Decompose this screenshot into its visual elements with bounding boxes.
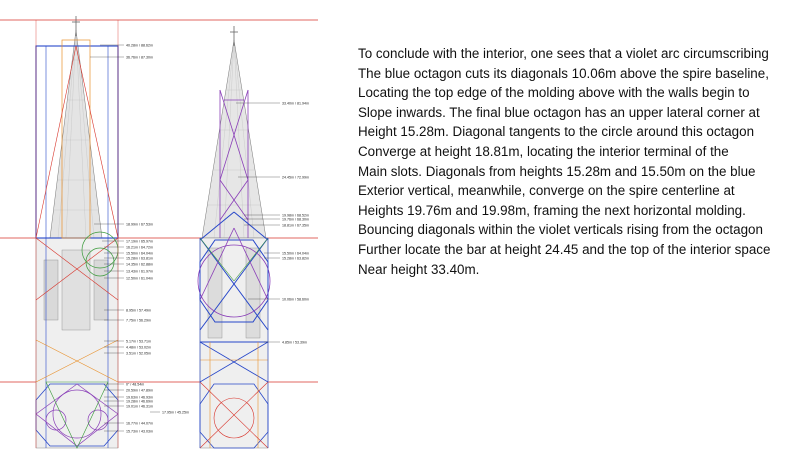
- caption-line: The blue octagon cuts its diagonals 10.06m above the spire baseline,: [358, 65, 769, 81]
- left-label: 12.50m / 61.04m: [126, 276, 153, 281]
- left-label: 40.28m / 88.62m: [126, 43, 153, 48]
- caption-line: Slope inwards. The final blue octagon has an upper lateral corner at: [358, 104, 760, 120]
- caption-text: [358, 44, 794, 279]
- left-label: 16.77m / 44.07m: [126, 421, 153, 426]
- left-label: 3.51m / 52.05m: [126, 351, 151, 356]
- left-label: 13.43m / 61.97m: [126, 269, 153, 274]
- left-label: 17.95m / 45.25m: [162, 410, 189, 415]
- left-label: 15.28m / 63.81m: [126, 256, 153, 261]
- left-label: 17.19m / 65.97m: [126, 239, 153, 244]
- left-label: 18.99m / 67.53m: [126, 222, 153, 227]
- left-label: 8.95m / 57.49m: [126, 308, 151, 313]
- caption-line: Near height 33.40m.: [358, 261, 480, 277]
- spire-elevation-diagram: [0, 0, 340, 450]
- left-label: 20.59m / 47.89m: [126, 388, 153, 393]
- left-label: 19.28m / 46.69m: [126, 399, 153, 404]
- caption-line: Further locate the bar at height 24.45 and the top of the interior space: [358, 241, 771, 257]
- left-label: 0" / 48.54m: [126, 382, 145, 387]
- left-label: 19.01m / 46.31m: [126, 404, 153, 409]
- right-label: 19.76m / 68.30m: [282, 217, 309, 222]
- caption-line: Locating the top edge of the molding above with the walls begin to: [358, 85, 750, 101]
- caption-line: Main slots. Diagonals from heights 15.28m and 15.50m on the blue: [358, 163, 756, 179]
- caption-line: Converge at height 18.81m, locating the interior terminal of the: [358, 143, 729, 159]
- caption-line: Heights 19.76m and 19.98m, framing the next horizontal molding.: [358, 202, 746, 218]
- left-label: 14.35m / 62.88m: [126, 262, 153, 267]
- caption-line: Bouncing diagonals within the violet verticals rising from the octagon: [358, 222, 763, 238]
- left-label: 16.21m / 64.72m: [126, 245, 153, 250]
- left-label: 36.76m / 87.30m: [126, 55, 153, 60]
- right-height-labels: [282, 101, 309, 344]
- right-label: 18.81m / 67.35m: [282, 223, 309, 228]
- caption-line: Exterior vertical, meanwhile, converge on the spire centerline at: [358, 183, 735, 199]
- caption-line: To conclude with the interior, one sees that a violet arc circumscribing: [358, 46, 769, 61]
- right-label: 4.85m / 53.39m: [282, 340, 307, 345]
- right-label: 15.50m / 64.04m: [282, 251, 309, 256]
- left-label: 15.50m / 64.04m: [126, 251, 153, 256]
- left-label: 15.73m / 43.03m: [126, 429, 153, 434]
- left-spire-drawing: [36, 16, 118, 448]
- right-spire-drawing: [198, 26, 270, 448]
- left-label: 4.48m / 53.02m: [126, 345, 151, 350]
- left-label: 7.75m / 56.29m: [126, 318, 151, 323]
- left-label: 5.17m / 53.71m: [126, 339, 151, 344]
- right-label: 10.06m / 58.60m: [282, 297, 309, 302]
- right-label: 15.28m / 63.82m: [282, 256, 309, 261]
- caption-line: Height 15.28m. Diagonal tangents to the circle around this octagon: [358, 124, 755, 140]
- right-label: 33.40m / 81.94m: [282, 101, 309, 106]
- right-label: 19.98m / 68.52m: [282, 213, 309, 218]
- right-label: 24.45m / 72.99m: [282, 175, 309, 180]
- left-label: 19.63m / 46.93m: [126, 395, 153, 400]
